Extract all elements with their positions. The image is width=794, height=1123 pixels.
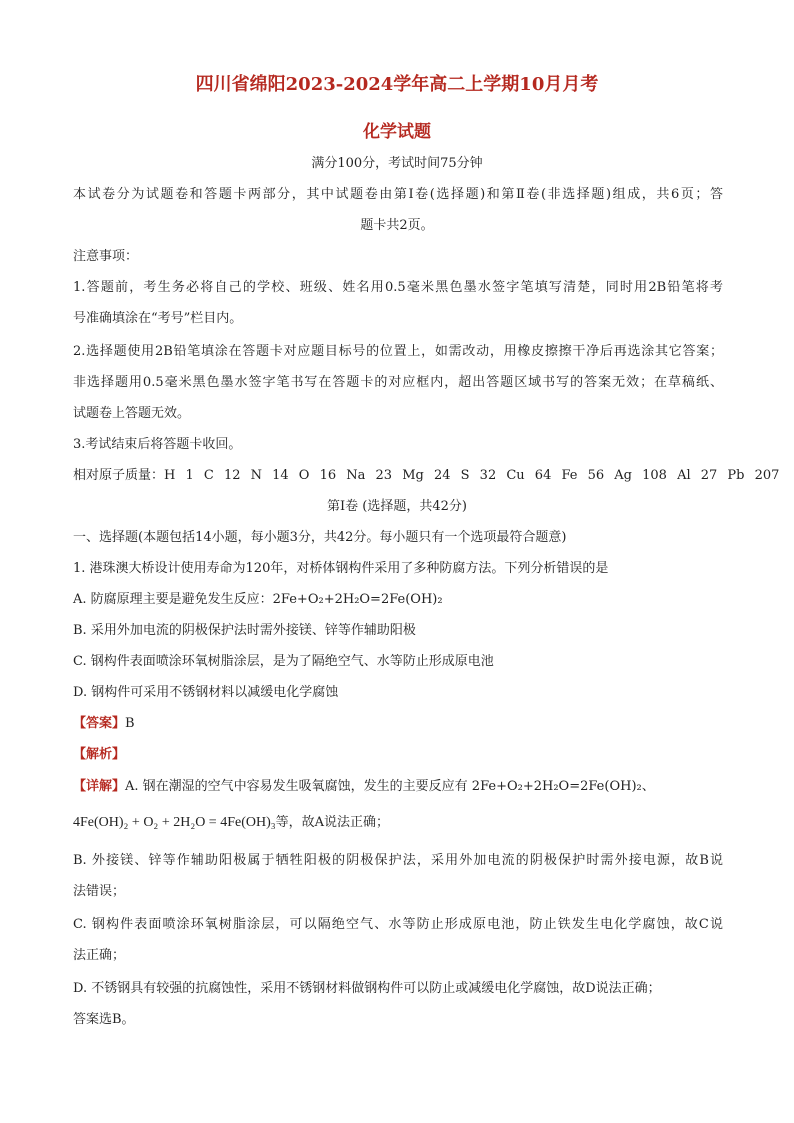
atomic-masses: 相对原子质量：H 1 C 12 N 14 O 16 Na 23 Mg 24 S 32 Cu 64 Fe 56 Ag 108 Al 27 Pb 207 — [73, 468, 780, 483]
note-2-line-2: 非选择题用0.5毫米黑色墨水签字笔书写在答题卡的对应框内，超出答题区域书写的答案无效；在草稿纸、 — [73, 375, 723, 390]
detail-b-line-2: 法错误； — [73, 884, 126, 899]
notes-heading: 注意事项： — [73, 249, 139, 264]
option-a-formula: 2Fe+O₂+2H₂O=2Fe(OH)₂ — [272, 592, 443, 607]
option-b: B. 采用外加电流的阴极保护法时需外接镁、锌等作辅助阳极 — [73, 623, 416, 638]
answer-line — [73, 712, 135, 731]
option-d: D. 钢构件可采用不锈钢材料以减缓电化学腐蚀 — [73, 685, 339, 700]
answer-tag: 【答案】 — [73, 716, 126, 731]
final-answer: 答案选B。 — [73, 1012, 135, 1027]
note-1-line-1: 1.答题前，考生务必将自己的学校、班级、姓名用0.5毫米黑色墨水签字笔填写清楚，同时用2B铅笔将考 — [73, 280, 723, 295]
detail-a-line-2 — [73, 811, 389, 831]
note-1-line-2: 号准确填涂在“考号”栏目内。 — [73, 311, 243, 326]
question-stem: 1. 港珠澳大桥设计使用寿命为120年，对桥体钢构件采用了多种防腐方法。下列分析错误的是 — [73, 561, 609, 576]
section-title: 第Ⅰ卷 (选择题，共42分) — [327, 499, 467, 514]
analysis-tag: 【解析】 — [73, 747, 126, 762]
note-2-line-1: 2.选择题使用2B铅笔填涂在答题卡对应题目标号的位置上，如需改动，用橡皮擦擦干净后再选涂其它答案； — [73, 344, 723, 359]
detail-a-formula: 4Fe(OH)₂ + O₂ + 2H₂O = 4Fe(OH)₃ — [73, 815, 276, 830]
score-time-line: 满分100分，考试时间75分钟 — [311, 156, 483, 171]
detail-c-line-2: 法正确； — [73, 948, 126, 963]
detail-tag: 【详解】 — [73, 779, 126, 794]
section-instructions: 一、选择题(本题包括14小题，每小题3分，共42分。每小题只有一个选项最符合题意) — [73, 530, 567, 545]
subject-title: 化学试题 — [363, 122, 431, 142]
note-3: 3.考试结束后将答题卡收回。 — [73, 437, 242, 452]
option-a-text: A. 防腐原理主要是避免发生反应： — [73, 592, 273, 607]
exam-title: 四川省绵阳2023-2024学年高二上学期10月月考 — [195, 74, 599, 95]
note-2-line-3: 试题卷上答题无效。 — [73, 406, 191, 421]
option-a — [73, 588, 443, 607]
composition-line-2: 题卡共2页。 — [360, 218, 434, 233]
detail-c-line-1: C. 钢构件表面喷涂环氧树脂涂层，可以隔绝空气、水等防止形成原电池，防止铁发生电化学腐蚀，故C说 — [73, 917, 723, 932]
detail-b-line-1: B. 外接镁、锌等作辅助阳极属于牺牲阳极的阴极保护法，采用外加电流的阴极保护时需外接电源，故B说 — [73, 853, 723, 868]
detail-d: D. 不锈钢具有较强的抗腐蚀性，采用不锈钢材料做钢构件可以防止或减缓电化学腐蚀，故D说法正确； — [73, 981, 661, 996]
option-c: C. 钢构件表面喷涂环氧树脂涂层，是为了隔绝空气、水等防止形成原电池 — [73, 654, 494, 669]
detail-a-conclusion: 等，故A说法正确； — [275, 815, 390, 830]
detail-a-line-1 — [73, 775, 655, 794]
answer-value: B — [125, 716, 135, 731]
composition-line-1: 本试卷分为试题卷和答题卡两部分，其中试题卷由第Ⅰ卷(选择题)和第Ⅱ卷(非选择题)组成，共6页；答 — [73, 187, 723, 202]
detail-a-text: A. 钢在潮湿的空气中容易发生吸氧腐蚀，发生的主要反应有 2Fe+O₂+2H₂O=2Fe(OH)₂、 — [125, 779, 655, 794]
